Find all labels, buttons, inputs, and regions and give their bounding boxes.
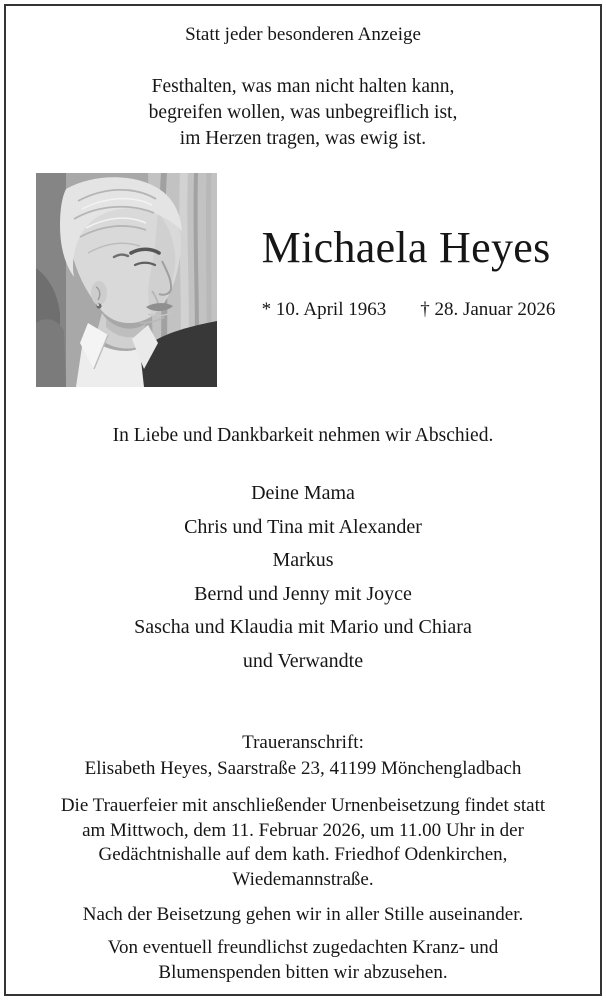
preamble-text: Statt jeder besonderen Anzeige xyxy=(185,24,421,45)
poem xyxy=(6,74,600,152)
funeral-info-line: am Mittwoch, dem 11. Februar 2026, um 11.00 Uhr in der xyxy=(82,819,524,841)
funeral-information xyxy=(6,794,600,892)
poem-line: im Herzen tragen, was ewig ist. xyxy=(179,128,427,149)
funeral-info-line: Wiedemannstraße. xyxy=(232,868,374,890)
closing-stillness-text: Nach der Beisetzung gehen wir in aller Stille auseinander. xyxy=(82,904,524,925)
mourning-address-label: Traueranschrift: xyxy=(242,732,364,753)
funeral-info-line: Gedächtnishalle auf dem kath. Friedhof Odenkirchen, xyxy=(98,844,508,865)
photo-and-name-row xyxy=(6,173,600,387)
mourner-line: Bernd und Jenny mit Joyce xyxy=(194,582,412,605)
closing-donations-line: Blumenspenden bitten wir abzusehen. xyxy=(158,962,448,983)
notice-content xyxy=(6,6,600,985)
name-block xyxy=(217,173,600,323)
mourning-address: Elisabeth Heyes, Saarstraße 23, 41199 Mönchengladbach xyxy=(84,758,522,779)
mourner-line: Sascha und Klaudia mit Mario und Chiara xyxy=(134,616,472,638)
closing-donations-text xyxy=(6,935,600,985)
name-column xyxy=(262,223,556,323)
mourner-line: und Verwandte xyxy=(242,649,364,672)
poem-line: begreifen wollen, was unbegreiflich ist, xyxy=(148,102,458,123)
deceased-name: Michaela Heyes xyxy=(261,223,551,272)
mourner-line: Markus xyxy=(272,549,334,571)
portrait-photo-illustration xyxy=(36,173,217,387)
mourner-line: Deine Mama xyxy=(251,482,355,504)
death-date: † 28. Januar 2026 xyxy=(420,299,556,320)
life-dates xyxy=(262,297,556,323)
poem-line: Festhalten, was man nicht halten kann, xyxy=(151,76,455,97)
mourners-list xyxy=(6,477,600,678)
birth-date: * 10. April 1963 xyxy=(261,299,387,320)
closing-donations-line: Von eventuell freundlichst zugedachten Kranz- und xyxy=(107,937,499,958)
farewell-text: In Liebe und Dankbarkeit nehmen wir Abschied. xyxy=(112,425,494,446)
portrait-photo xyxy=(36,173,217,387)
funeral-info-line: Die Trauerfeier mit anschließender Urnenbeisetzung findet statt xyxy=(60,795,546,816)
mourner-line: Chris und Tina mit Alexander xyxy=(184,515,422,538)
